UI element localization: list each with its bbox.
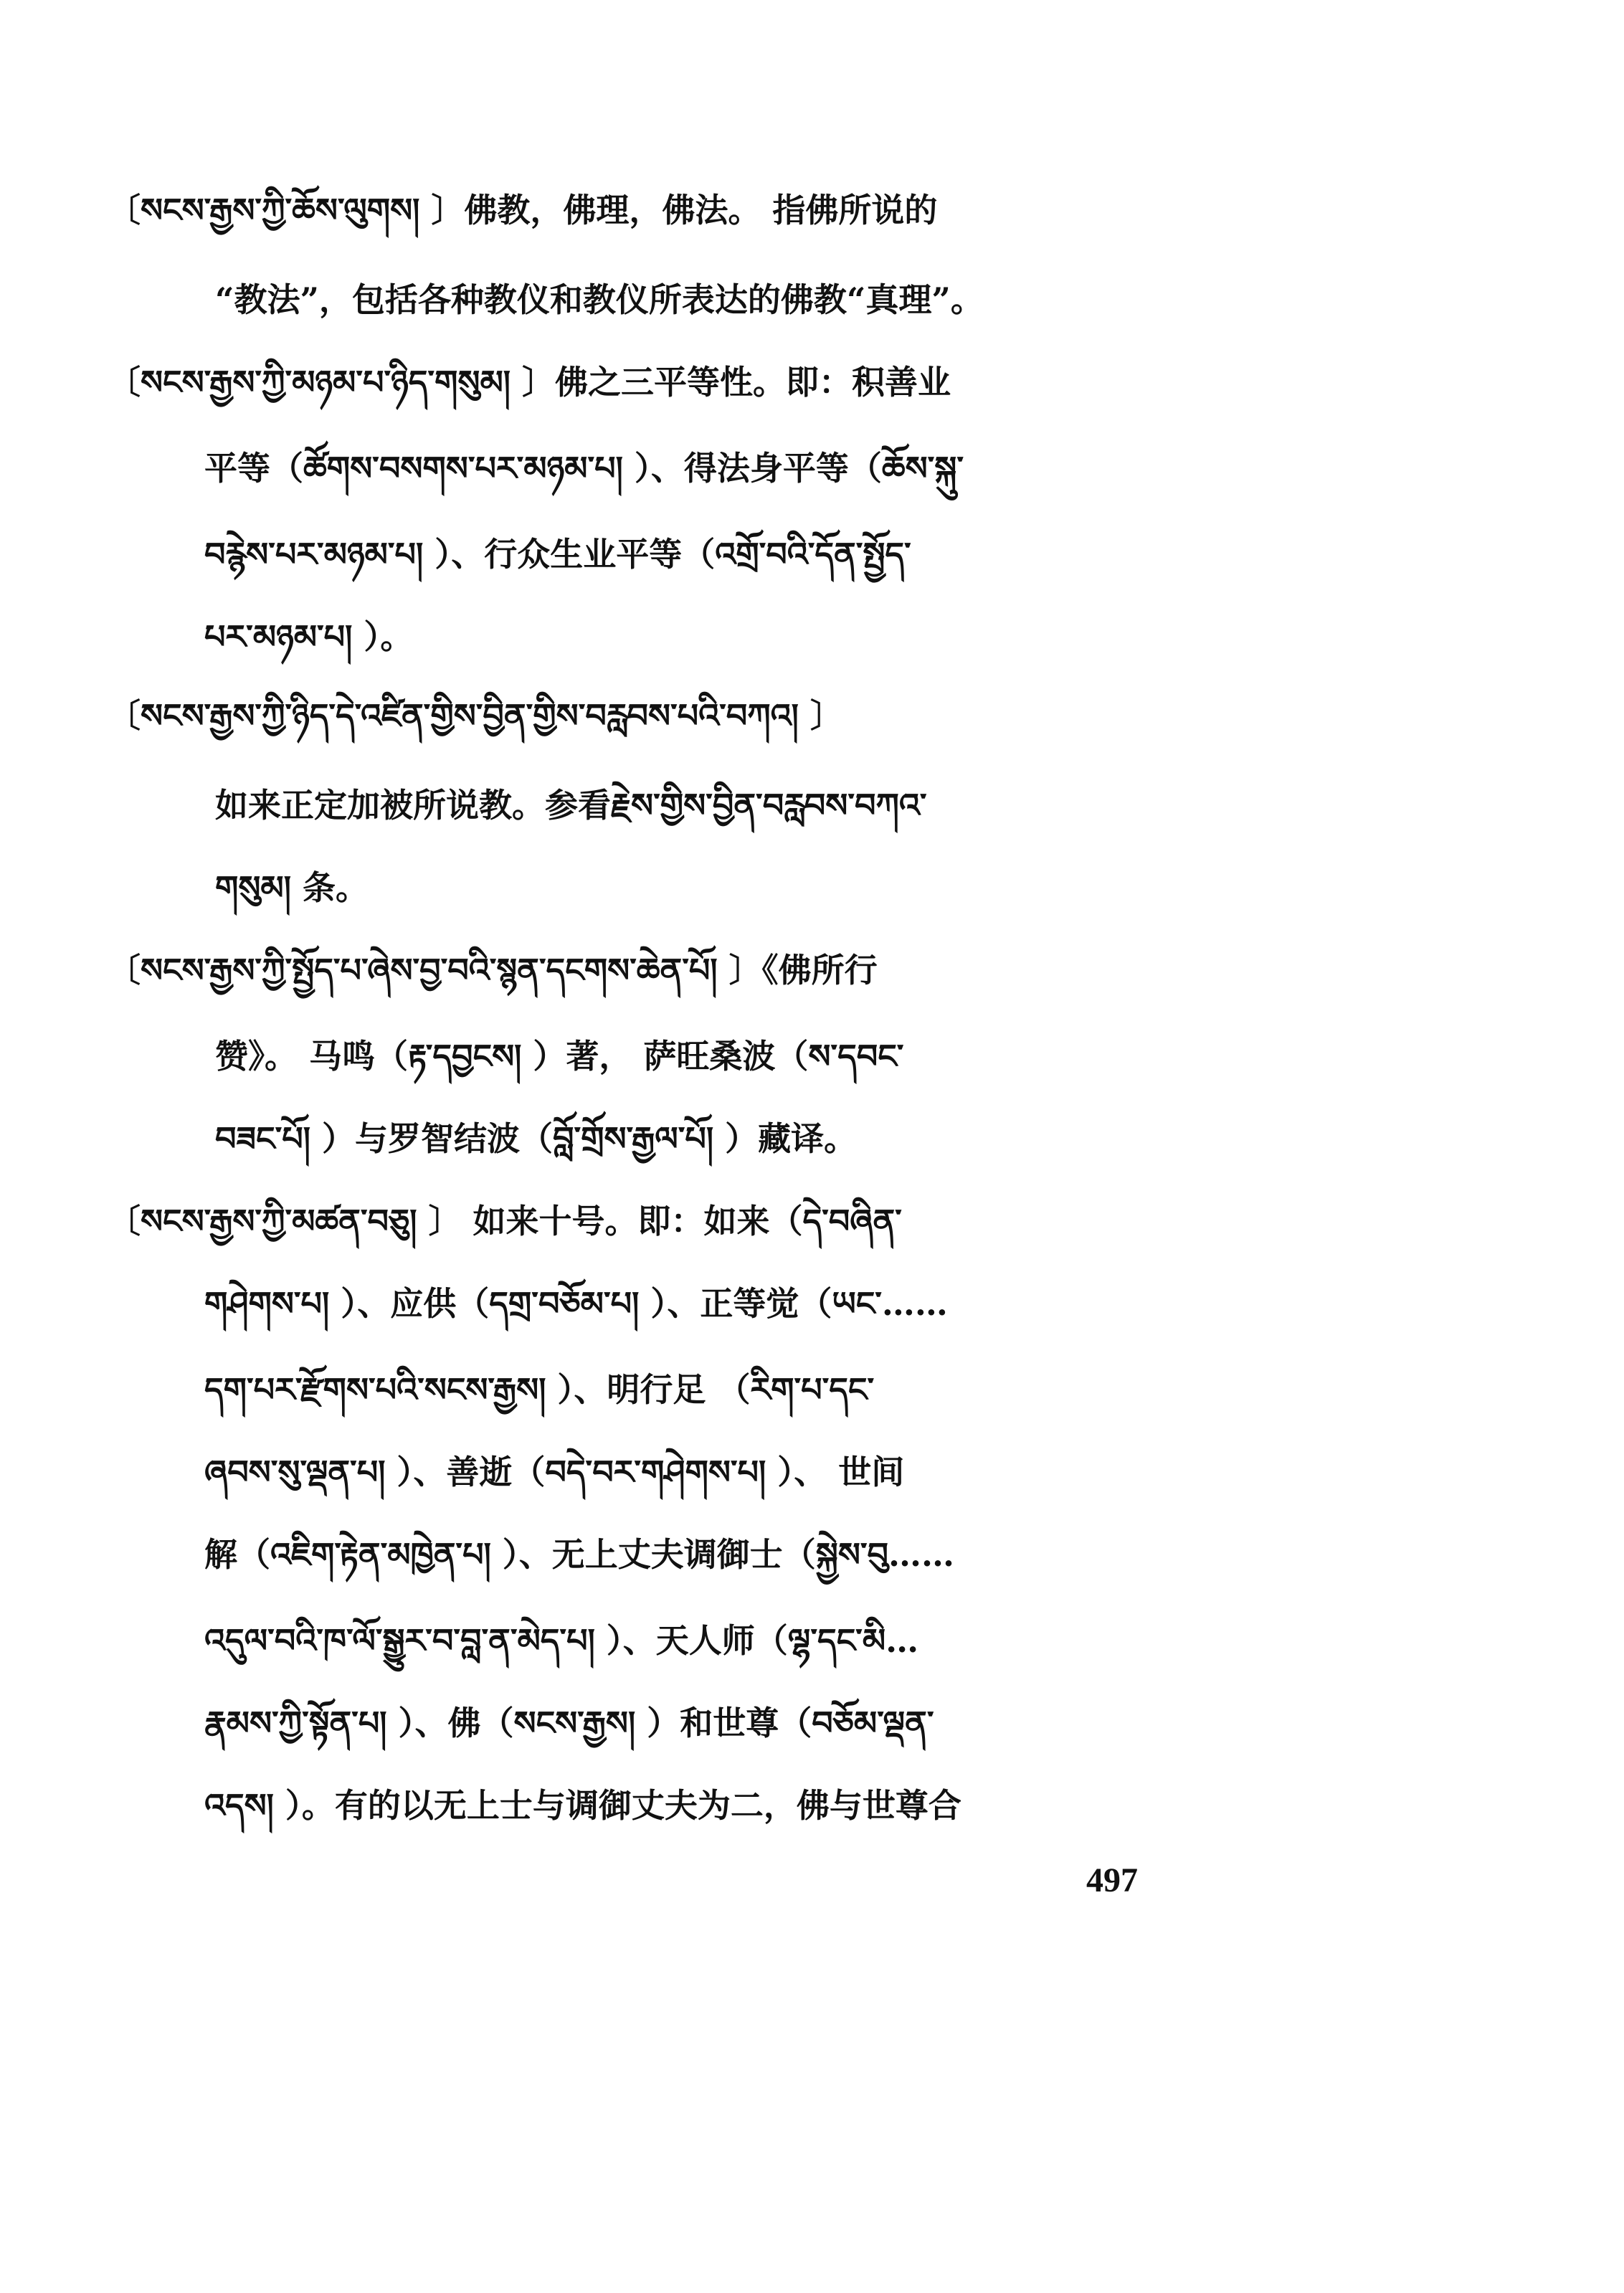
- entry-2-line-2: 平等（ཚོགས་བསགས་པར་མཉམ་པ། ）、得法身平等（ཆོས་སྐུ་: [204, 449, 964, 488]
- entry-4-line-3: བཟང་པོ། ）与罗智结波（བློ་གྲོས་རྒྱལ་པོ། ）藏译。: [215, 1119, 858, 1158]
- entry-5-line-2: གཤེགས་པ། ）、应供（དགྲ་བཅོམ་པ། ）、正等觉（ཡང་……: [204, 1284, 948, 1323]
- entry-5-line-4: ཞབས་སུ་ལྡན་པ། ）、善逝（བདེ་བར་གཤེགས་པ། ）、 世间: [204, 1453, 905, 1491]
- entry-5-line-1: 〔སངས་རྒྱས་ཀྱི་མཚན་བཅུ། 〕 如来十号。即：如来（དེ་བཞིན་: [108, 1202, 902, 1240]
- entry-1-line-2: “教法”，包括各种教仪和教仪所表达的佛教“真理”。: [215, 280, 984, 319]
- entry-3-line-1: 〔སངས་རྒྱས་ཀྱི་ཉིད་དེ་འཛིན་གྱིས་བྱིན་གྱིས་བརླབས་པའི་བཀའ། 〕: [108, 696, 843, 735]
- entry-5-line-8: འདས། ）。有的以无上士与调御丈夫为二，佛与世尊合: [204, 1786, 961, 1825]
- entry-2-line-4: པར་མཉམ་པ། ）。: [204, 617, 414, 656]
- entry-4-line-1: 〔སངས་རྒྱས་ཀྱི་སྤྱོད་པ་ཞེས་བྱ་བའི་སྙན་དངགས་ཆེན་པོ། 〕《佛所行: [108, 951, 878, 989]
- entry-5-line-6: འདུལ་བའི་ཁ་ལོ་སྒྱུར་བ་བླ་ན་མེད་པ། ）、天人师（ལྷ་དང་མི…: [204, 1621, 919, 1660]
- page-number: 497: [1086, 1861, 1138, 1899]
- entry-5-line-5: 解（འཇིག་རྟེན་མཁྱེན་པ། ）、无上丈夫调御士（སྐྱེས་བུ……: [204, 1535, 955, 1574]
- entry-3-line-2: 如来正定加被所说教。参看རྗེས་གྱིས་བྱིན་བརླབས་བཀའ་: [215, 786, 927, 825]
- entry-2-line-3: བརྙེས་པར་མཉམ་པ། ）、行众生业平等（འགྲོ་བའི་དོན་སྤྱོད་: [204, 535, 911, 574]
- entry-5-line-7: རྣམས་ཀྱི་སྟོན་པ། ）、佛（སངས་རྒྱས། ）和世尊（བཅོམ་ལྡན་: [204, 1704, 934, 1742]
- entry-5-line-3: དག་པར་རྫོགས་པའི་སངས་རྒྱས། ）、明行足 （རིག་པ་དང་: [204, 1370, 875, 1409]
- entry-2-line-1: 〔སངས་རྒྱས་ཀྱི་མཉམ་པ་ཉིད་གསུམ། 〕佛之三平等性。即：积善业: [108, 363, 951, 402]
- entry-4-line-2: 赞》。 马鸣（རྟ་དབྱངས། ）著， 萨旺桑波（ས་དབང་: [215, 1037, 904, 1076]
- entry-3-line-3: གསུམ། 条。: [215, 868, 369, 907]
- entry-1-line-1: 〔སངས་རྒྱས་ཀྱི་ཆོས་ལུགས། 〕佛教，佛理，佛法。 指佛所说的: [108, 191, 938, 229]
